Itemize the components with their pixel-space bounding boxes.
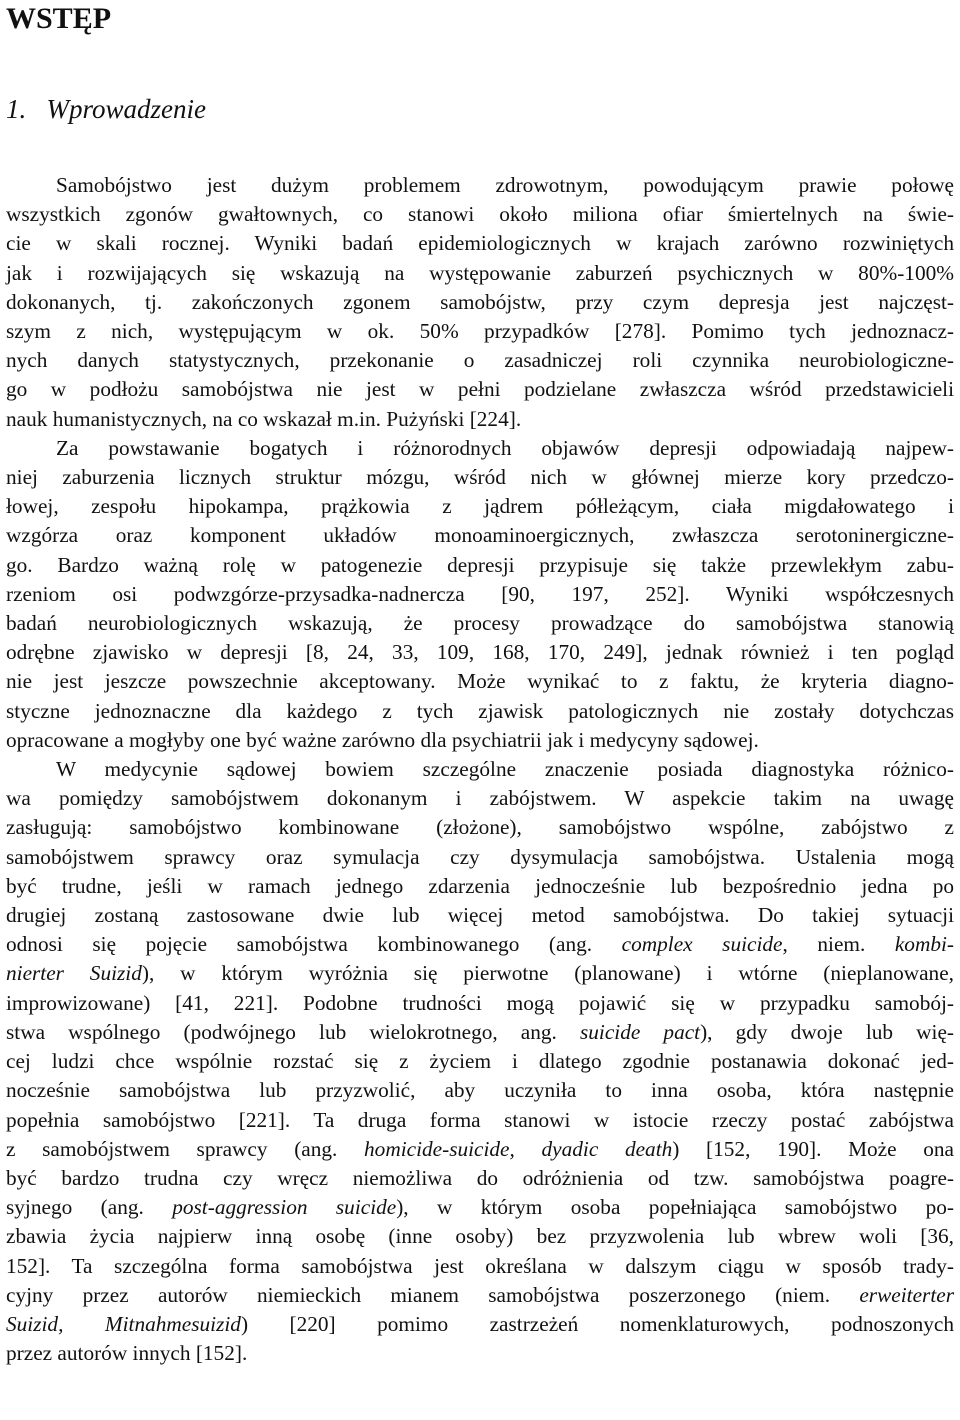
text-run: odrębne zjawisko w depresji [8, 24, 33, 109, 168, 170, 249], jednak również i ten pogląd [6, 640, 954, 665]
text-line [6, 609, 954, 638]
text-line [6, 959, 954, 988]
italic-term: kombi- [894, 932, 954, 957]
text-run: łowej, zespołu hipokampa, prążkowia z jądrem półleżącym, ciała migdałowatego i [6, 494, 954, 519]
text-run: W medycynie sądowej bowiem szczególne znaczenie posiada diagnostyka różnico- [56, 757, 954, 782]
text-run: go. Bardzo ważną rolę w patogenezie depresji przypisuje się także przewlekłym zabu- [6, 552, 954, 577]
text-line [6, 288, 954, 317]
text-line [6, 171, 954, 200]
text-line [6, 375, 954, 404]
text-run: być trudne, jeśli w ramach jednego zdarzenia jednocześnie lub bezpośrednio jedna po [6, 873, 954, 898]
text-line [6, 1018, 954, 1047]
text-line [6, 434, 954, 463]
text-line [6, 405, 954, 434]
text-run: cie w skali rocznej. Wyniki badań epidemiologicznych w krajach zarówno rozwiniętych [6, 231, 954, 256]
text-run: samobójstwem sprawcy oraz symulacja czy dysymulacja samobójstwa. Ustalenia mogą [6, 844, 954, 869]
text-run: ), gdy dwoje lub wię- [700, 1019, 954, 1044]
text-line [6, 697, 954, 726]
text-line [6, 1047, 954, 1076]
text-run: dokonanych, tj. zakończonych zgonem samobójstw, przy czym depresja jest najczęst- [6, 289, 954, 314]
italic-term: nierter Suizid [6, 961, 142, 986]
paragraph [6, 755, 954, 1368]
text-line [6, 229, 954, 258]
text-run: popełnia samobójstwo [221]. Ta druga forma stanowi w istocie rzeczy postać zabójstwa [6, 1107, 954, 1132]
italic-term: complex suicide [621, 932, 783, 957]
text-run: zasługują: samobójstwo kombinowane (złożone), samobójstwo wspólne, zabójstwo z [6, 815, 954, 840]
text-run: ) [220] pomimo zastrzeżeń nomenklaturowych, podnoszonych [240, 1311, 954, 1336]
text-run: ), w którym wyróżnia się pierwotne (planowane) i wtórne (nieplanowane, [141, 961, 954, 986]
text-run: być bardzo trudna czy wręcz niemożliwa do odróżnienia od tzw. samobójstwa poagre- [6, 1165, 954, 1190]
text-line [6, 667, 954, 696]
text-run: styczne jednoznaczne dla każdego z tych zjawisk patologicznych nie zostały dotychczas [6, 698, 954, 723]
section-heading [6, 91, 954, 127]
text-line [6, 1222, 954, 1251]
text-run: go w podłożu samobójstwa nie jest w pełni podzielane zwłaszcza wśród przedstawicieli [6, 377, 954, 402]
text-run: 152]. Ta szczególna forma samobójstwa jest określana w dalszym ciągu w sposób trady- [6, 1253, 954, 1278]
text-line [6, 1339, 954, 1368]
text-line [6, 930, 954, 959]
text-run: opracowane a mogłyby one być ważne zarówno dla psychiatrii jak i medycyny sądowej. [6, 727, 759, 752]
text-run: zbawia życia najpierw inną osobę (inne osoby) bez przyzwolenia lub wbrew woli [36, [6, 1224, 954, 1249]
text-run: niej zaburzenia licznych struktur mózgu, wśród nich w głównej mierze kory przedczo- [6, 465, 954, 490]
text-line [6, 872, 954, 901]
text-line [6, 1252, 954, 1281]
body-text [6, 171, 954, 1368]
text-run: z samobójstwem sprawcy (ang. [6, 1136, 365, 1161]
text-run: Za powstawanie bogatych i różnorodnych objawów depresji odpowiadają najpew- [56, 435, 954, 460]
text-run: , niem. [782, 932, 895, 957]
italic-term: homicide-suicide, dyadic death [364, 1136, 673, 1161]
text-run: badań neurobiologicznych wskazują, że procesy prowadzące do samobójstwa stanowią [6, 611, 954, 636]
text-run: syjnego (ang. [6, 1195, 173, 1220]
text-run: wa pomiędzy samobójstwem dokonanym i zabójstwem. W aspekcie takim na uwagę [6, 786, 954, 811]
text-line [6, 784, 954, 813]
text-line [6, 1310, 954, 1339]
section-title: Wprowadzenie [46, 94, 206, 124]
text-line [6, 259, 954, 288]
text-line [6, 492, 954, 521]
text-run: odnosi się pojęcie samobójstwa kombinowanego (ang. [6, 932, 622, 957]
text-line [6, 755, 954, 784]
text-run: Samobójstwo jest dużym problemem zdrowotnym, powodującym prawie połowę [56, 173, 954, 197]
italic-term: erweiterter [859, 1282, 954, 1307]
text-run: wszystkich zgonów gwałtownych, co stanowi około miliona ofiar śmiertelnych na świe- [6, 202, 954, 227]
text-run: nocześnie samobójstwa lub przyzwolić, aby uczyniła to inna osoba, która następnie [6, 1078, 954, 1103]
text-run: przez autorów innych [152]. [6, 1341, 248, 1366]
text-run: cyjny przez autorów niemieckich mianem samobójstwa poszerzonego (niem. [6, 1282, 860, 1307]
paragraph [6, 171, 954, 434]
text-line [6, 551, 954, 580]
text-run: nauk humanistycznych, na co wskazał m.in. Pużyński [224]. [6, 406, 522, 431]
text-line [6, 200, 954, 229]
chapter-heading: WSTĘP [6, 2, 112, 35]
text-run: nych danych statystycznych, przekonanie o zasadniczej roli czynnika neurobiologiczne- [6, 348, 954, 373]
text-line [6, 989, 954, 1018]
paragraph [6, 434, 954, 755]
text-run: drugiej zostaną zastosowane dwie lub więcej metod samobójstwa. Do takiej sytuacji [6, 903, 954, 928]
text-line [6, 726, 954, 755]
text-line [6, 1193, 954, 1222]
text-line [6, 901, 954, 930]
document-page [6, 0, 954, 1368]
italic-term: suicide pact [579, 1019, 701, 1044]
text-run: ), w którym osoba popełniająca samobójstwo po- [396, 1195, 954, 1220]
text-run: ) [152, 190]. Może ona [672, 1136, 954, 1161]
text-line [6, 521, 954, 550]
text-run: jak i rozwijających się wskazują na występowanie zaburzeń psychicznych w 80%-100% [6, 260, 954, 285]
text-line [6, 1164, 954, 1193]
text-line [6, 638, 954, 667]
text-line [6, 463, 954, 492]
text-run: wzgórza oraz komponent układów monoaminoergicznych, zwłaszcza serotoninergiczne- [6, 523, 954, 548]
text-run: nie jest jeszcze powszechnie akceptowany. Może wynikać to z faktu, że kryteria diagno- [6, 669, 954, 694]
text-run: stwa wspólnego (podwójnego lub wielokrotnego, ang. [6, 1019, 580, 1044]
text-line [6, 1076, 954, 1105]
text-run: improwizowane) [41, 221]. Podobne trudności mogą pojawić się w przypadku samobój- [6, 990, 954, 1015]
text-line [6, 1106, 954, 1135]
text-line [6, 346, 954, 375]
text-line [6, 813, 954, 842]
text-line [6, 843, 954, 872]
italic-term: post-aggression suicide [172, 1195, 397, 1220]
text-line [6, 1281, 954, 1310]
text-line [6, 1135, 954, 1164]
text-run: cej ludzi chce wspólnie rozstać się z życiem i dlatego zgodnie postanawia dokonać jed- [6, 1049, 954, 1074]
text-line [6, 317, 954, 346]
section-number: 1. [6, 94, 27, 124]
text-run: szym z nich, występującym w ok. 50% przypadków [278]. Pomimo tych jednoznacz- [6, 319, 954, 344]
text-line [6, 580, 954, 609]
italic-term: Suizid, Mitnahmesuizid [6, 1311, 241, 1336]
text-run: rzeniom osi podwzgórze-przysadka-nadnercza [90, 197, 252]. Wyniki współczesnych [6, 581, 954, 606]
